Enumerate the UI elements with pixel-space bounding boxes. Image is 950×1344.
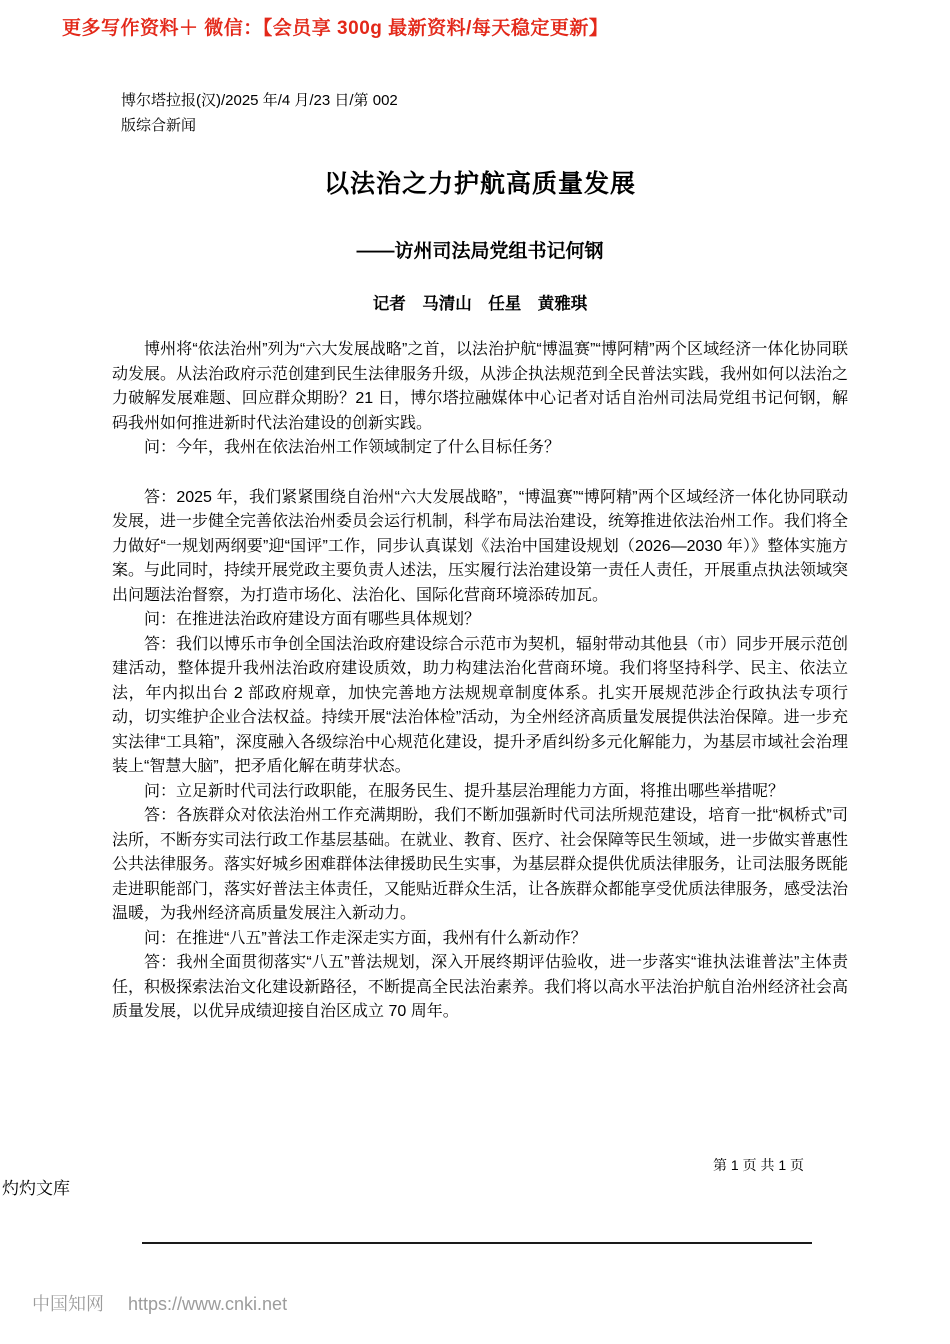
source-line-1: 博尔塔拉报(汉)/2025 年/4 月/23 日/第 002 bbox=[121, 92, 398, 109]
cnki-url-text: https://www.cnki.net bbox=[128, 1294, 288, 1314]
article-body bbox=[112, 338, 848, 1025]
paragraph-question-4: 问：在推进“八五”普法工作走深走实方面，我州有什么新动作？ bbox=[144, 929, 587, 947]
article-container bbox=[112, 88, 848, 1025]
article-title: 以法治之力护航高质量发展 bbox=[323, 170, 636, 198]
footer-divider bbox=[142, 1242, 812, 1244]
paragraph-answer-3: 答：各族群众对依法治州工作充满期盼，我们不断加强新时代司法所规范建设，培育一批“枫桥式”司法所，不断夯实司法行政工作基层基础。在就业、教育、医疗、社会保障等民生领域，进一步做实普惠性公共法律服务。落实好城乡困难群体法律援助民生实事，为基层群众提供优质法律服务，让司法服务既能走进职能部门，落实好普法主体责任，又能贴近群众生活，让各族群众都能享受优质法律服务，感受法治温暖，为我州经济高质量发展注入新动力。 bbox=[112, 807, 849, 922]
source-info bbox=[121, 88, 848, 138]
cnki-watermark bbox=[32, 1290, 287, 1316]
promo-banner: 更多写作资料＋ 微信：【会员享 300g 最新资料/每天稳定更新】 bbox=[62, 18, 609, 39]
paragraph-answer-1: 答：2025 年，我们紧紧围绕自治州“六大发展战略”，“博温赛”“博阿精”两个区域经济一体化协同联动发展，进一步健全完善依法治州委员会运行机制，科学布局法治建设，统筹推进依法治州工作。我们将全力做好“一规划两纲要”迎“国评”工作，同步认真谋划《法治中国建设规划（2026—2030 年）》整体实施方案。与此同时，持续开展党政主要负责人述法，压实履行法治建设第一责任人责任，开展重点执法领域突出问题法治督察，为打造市场化、法治化、国际化营商环境添砖加瓦。 bbox=[112, 488, 849, 604]
page-indicator: 第 1 页 共 1 页 bbox=[713, 1157, 805, 1173]
article-subtitle: ——访州司法局党组书记何钢 bbox=[356, 241, 604, 262]
paragraph-question-3: 问：立足新时代司法行政职能，在服务民生、提升基层治理能力方面，将推出哪些举措呢？ bbox=[144, 782, 785, 800]
paragraph-question-2: 问：在推进法治政府建设方面有哪些具体规划？ bbox=[144, 611, 481, 628]
paragraph-answer-2: 答：我们以博乐市争创全国法治政府建设综合示范市为契机，辐射带动其他县（市）同步开展示范创建活动，整体提升我州法治政府建设质效，助力构建法治化营商环境。我们将坚持科学、民主、依法立法，年内拟出台 2 部政府规章，加快完善地方法规规章制度体系。扎实开展规范涉企行政执法专项行动，切实维护企业合法权益。持续开展“法治体检”活动，为全州经济高质量发展提供法治保障。进一步充实法律“工具箱”，深度融入各级综治中心规范化建设，提升矛盾纠纷多元化解能力，为基层市域社会治理装上“智慧大脑”，把矛盾化解在萌芽状态。 bbox=[112, 635, 849, 775]
cnki-brand-label: 中国知网 bbox=[32, 1294, 104, 1314]
paragraph-answer-4: 答：我州全面贯彻落实“八五”普法规划，深入开展终期评估验收，进一步落实“谁执法谁普法”主体责任，积极探索法治文化建设新路径，不断提高全民法治素养。我们将以高水平法治护航自治州经济社会高质量发展，以优异成绩迎接自治区成立 70 周年。 bbox=[112, 954, 849, 1020]
paragraph-intro: 博州将“依法治州”列为“六大发展战略”之首，以法治护航“博温赛”“博阿精”两个区域经济一体化协同联动发展。从法治政府示范创建到民生法律服务升级，从涉企执法规范到全民普法实践，我州如何以法治之力破解发展难题、回应群众期盼？21 日，博尔塔拉融媒体中心记者对话自治州司法局党组书记何钢，解码我州如何推进新时代法治建设的创新实践。 bbox=[112, 341, 849, 432]
source-line-2: 版综合新闻 bbox=[121, 117, 197, 134]
paragraph-question-1: 问：今年，我州在依法治州工作领域制定了什么目标任务？ bbox=[144, 439, 561, 456]
library-label: 灼灼文库 bbox=[2, 1179, 70, 1198]
article-byline: 记者 马清山 任星 黄雅琪 bbox=[372, 295, 588, 313]
